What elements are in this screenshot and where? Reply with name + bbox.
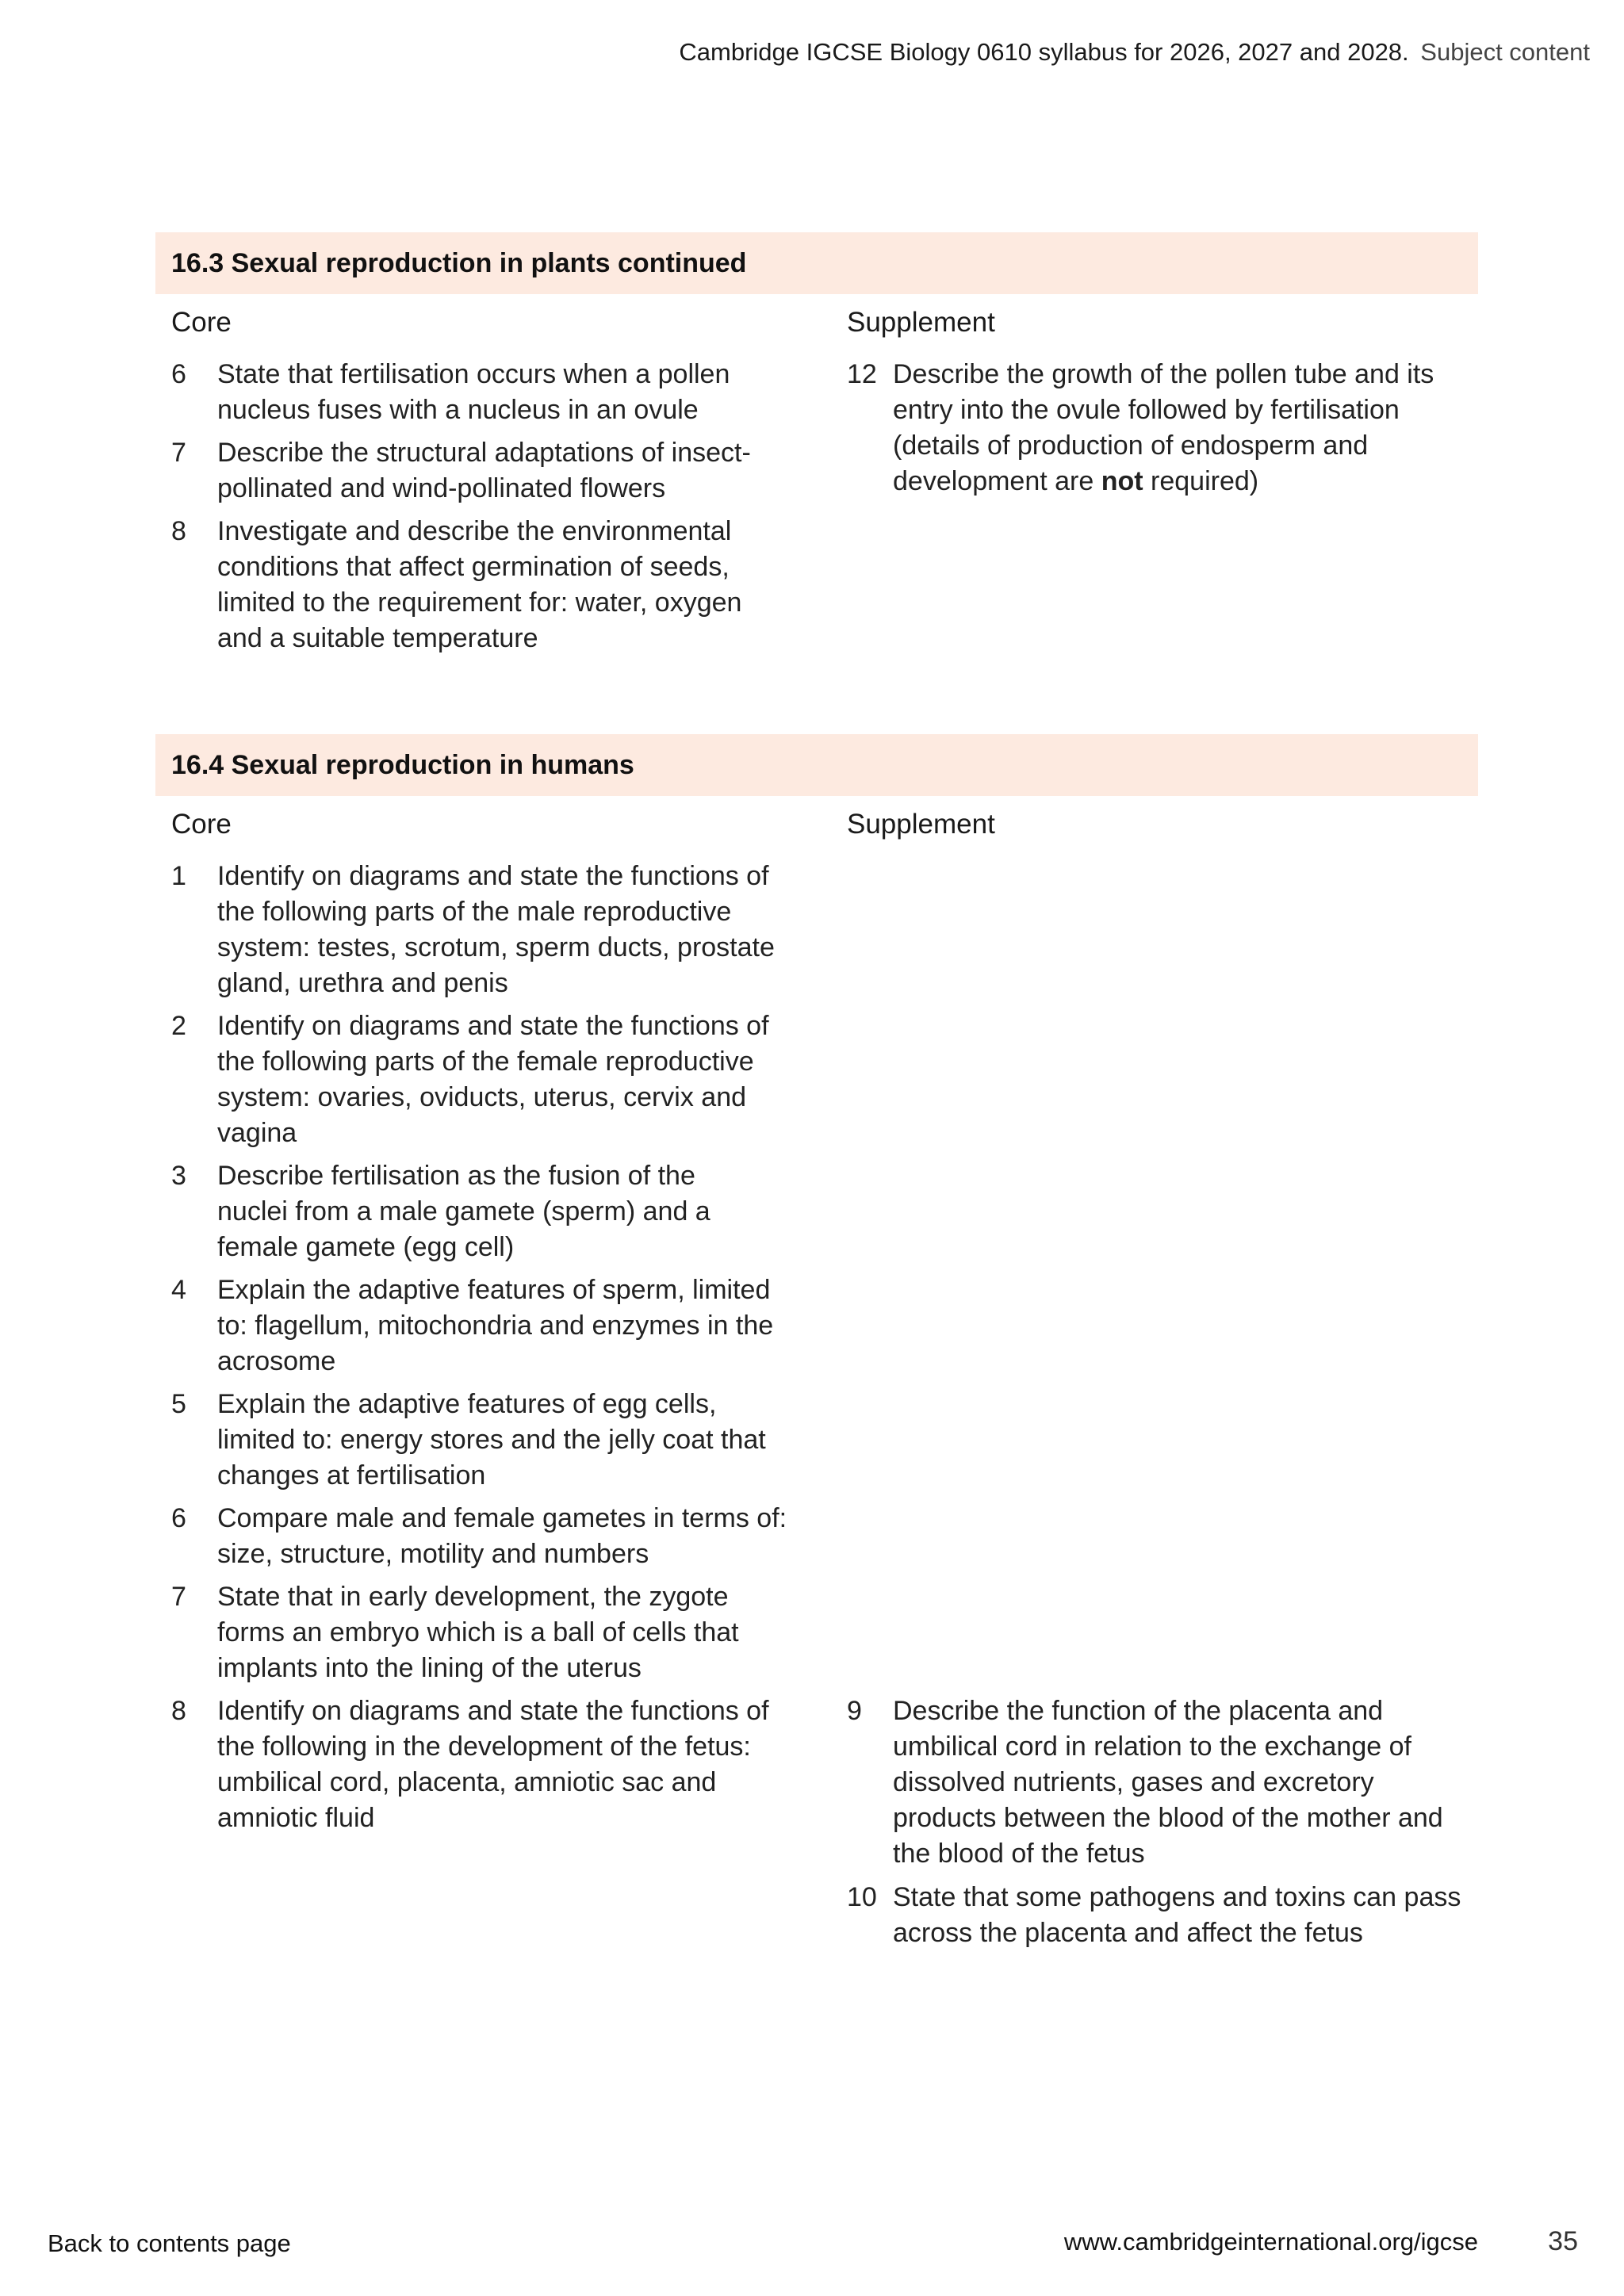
item-number: 3: [171, 1161, 186, 1191]
core-item: [171, 435, 790, 507]
item-text: Describe the function of the placenta and umbilical cord in relation to the exchange of dissolved nutrients, gases and excretory products between the blood of the mother and the blood of the fetus: [893, 1696, 1443, 1869]
column-headings: [155, 796, 1478, 858]
supplement-heading: Supplement: [847, 809, 995, 840]
item-text: [893, 357, 1464, 499]
section-title: 16.4 Sexual reproduction in humans: [155, 734, 1478, 796]
item-number: 6: [171, 1503, 186, 1533]
item-text: Identify on diagrams and state the functions of the following parts of the male reproductive system: testes, scrotum, sperm ducts, prostate gland, urethra and penis: [217, 861, 775, 998]
supplement-item: [847, 357, 1465, 499]
item-number: 8: [171, 516, 186, 546]
item-text: Describe fertilisation as the fusion of the nuclei from a male gamete (sperm) and a female gamete (egg cell): [217, 1161, 710, 1262]
item-number: 7: [171, 438, 186, 468]
item-text: Compare male and female gametes in terms of: size, structure, motility and numbers: [217, 1503, 787, 1569]
core-item: [171, 1501, 790, 1572]
item-text: State that fertilisation occurs when a pollen nucleus fuses with a nucleus in an ovule: [217, 359, 730, 425]
item-number: 6: [171, 359, 186, 389]
supplement-item: [847, 1880, 1465, 1951]
column-headings: [155, 294, 1478, 356]
item-number: 5: [171, 1389, 186, 1419]
core-item: [171, 1008, 790, 1151]
core-heading: Core: [171, 307, 232, 338]
item-number: 7: [171, 1582, 186, 1612]
core-item: [171, 859, 790, 1001]
item-number: 10: [847, 1882, 877, 1912]
item-text: Identify on diagrams and state the functions of the following in the development of the fetus: umbilical cord, placenta, amniotic sac and amniotic fluid: [217, 1696, 769, 1833]
section-title: 16.3 Sexual reproduction in plants continued: [155, 232, 1478, 294]
section-16-4: [155, 734, 1478, 1971]
item-text: Investigate and describe the environmental conditions that affect germination of seeds, limited to the requirement for: water, oxygen and a suitable temperature: [217, 516, 742, 653]
item-number: 12: [847, 359, 877, 389]
item-number: 8: [171, 1696, 186, 1726]
supplement-heading: Supplement: [847, 307, 995, 338]
core-item: [171, 1158, 790, 1265]
core-item: [171, 1272, 790, 1380]
item-text: Describe the structural adaptations of insect-pollinated and wind-pollinated flowers: [217, 438, 751, 503]
section-name: Subject content: [1420, 38, 1590, 66]
page-header: [679, 38, 1590, 67]
document-title: Cambridge IGCSE Biology 0610 syllabus for 2026, 2027 and 2028.: [679, 38, 1409, 66]
supplement-item: [847, 1693, 1465, 1872]
core-item: [171, 514, 790, 656]
emphasis-not: not: [1101, 466, 1143, 496]
item-number: 1: [171, 861, 186, 891]
item-text: Identify on diagrams and state the functions of the following parts of the female reproductive system: ovaries, oviducts, uterus, cervix and vagina: [217, 1011, 769, 1148]
item-text: Explain the adaptive features of egg cells, limited to: energy stores and the jelly coat that changes at fertilisation: [217, 1389, 766, 1490]
core-item: [171, 1693, 790, 1836]
core-item: [171, 357, 790, 428]
item-text: Explain the adaptive features of sperm, limited to: flagellum, mitochondria and enzymes in the acrosome: [217, 1275, 774, 1376]
item-number: 9: [847, 1696, 862, 1726]
page-number: 35: [1548, 2226, 1578, 2256]
back-to-contents-link[interactable]: Back to contents page: [48, 2229, 291, 2257]
website-link[interactable]: www.cambridgeinternational.org/igcse: [1063, 2228, 1478, 2256]
item-text: State that in early development, the zygote forms an embryo which is a ball of cells that implants into the lining of the uterus: [217, 1582, 739, 1683]
item-number: 4: [171, 1275, 186, 1305]
section-16-3: [155, 232, 1478, 676]
core-item: [171, 1579, 790, 1686]
core-item: [171, 1387, 790, 1494]
item-text-start: Describe the growth of the pollen tube and its entry into the ovule followed by fertilisation (details of production of endosperm and development are: [893, 359, 1434, 496]
item-number: 2: [171, 1011, 186, 1041]
item-text: State that some pathogens and toxins can pass across the placenta and affect the fetus: [893, 1882, 1461, 1948]
core-heading: Core: [171, 809, 232, 840]
item-text-end: required): [1143, 466, 1259, 496]
